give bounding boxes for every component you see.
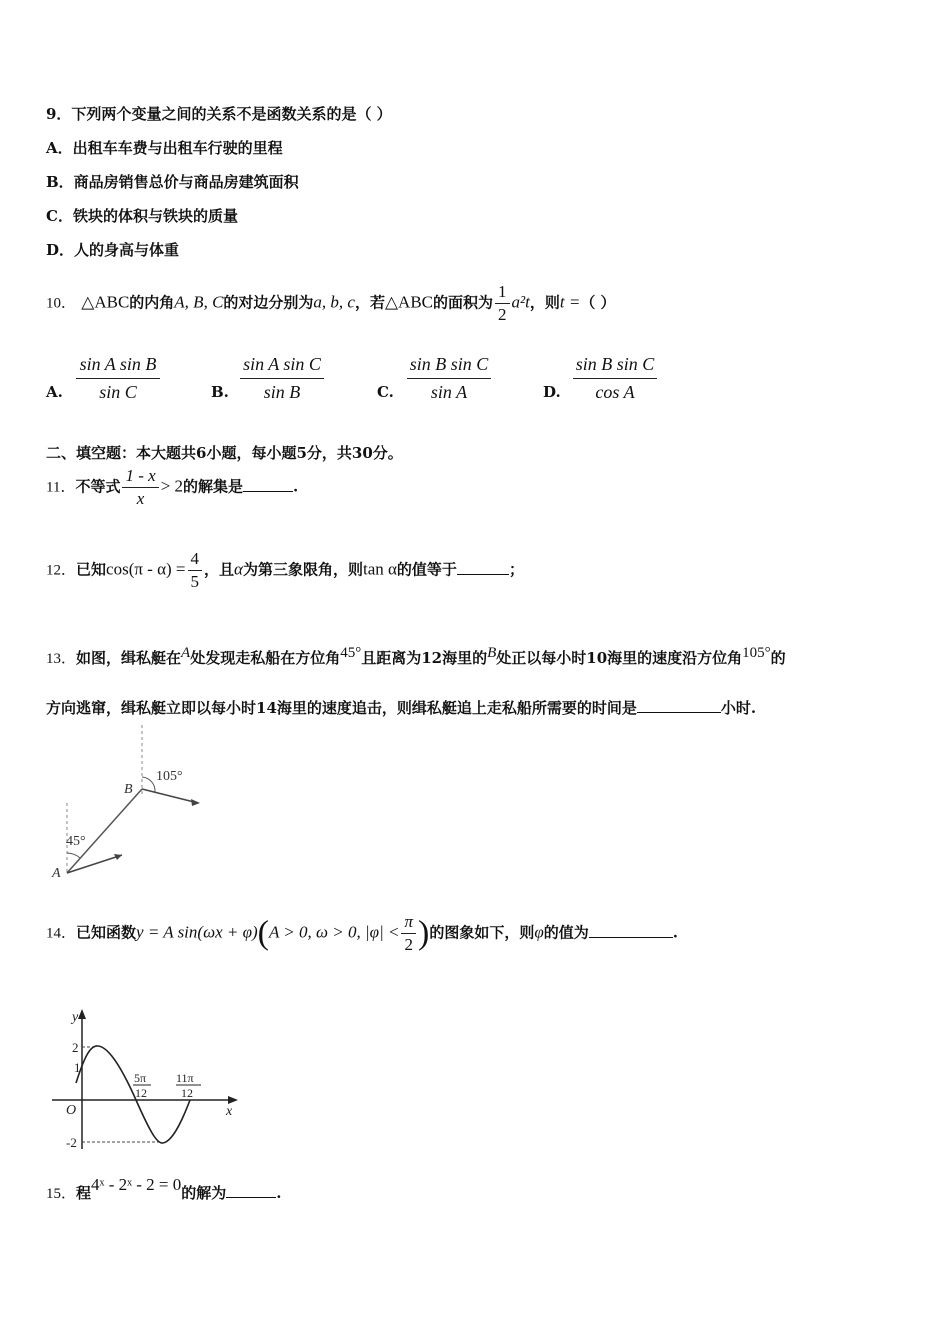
origin-label: O	[66, 1103, 77, 1118]
q14-sine-graph	[46, 1003, 246, 1153]
q9-option-a: A．出租车车费与出租车行驶的里程	[46, 139, 283, 157]
x-tick-5pi-num: 5π	[134, 1071, 147, 1085]
q10-triangle: △ABC	[81, 292, 130, 312]
point-b-label: B	[124, 782, 133, 797]
y-label: y	[72, 1010, 79, 1025]
q10-stem: 10． △ABC的内角A, B, C的对边分别为a, b, c，若△ABC的面积为 $\frac{1}{2}$ a²t，则t =（ ）	[46, 282, 616, 324]
x-tick-5pi-den: 12	[135, 1086, 147, 1100]
y-axis-arrow	[78, 1009, 86, 1019]
q11-answer-blank	[243, 491, 293, 492]
q14-pi-over-2: $\frac{\pi}{2}$	[401, 912, 416, 955]
q10-option-c-label: C.	[377, 383, 394, 401]
q10-triangle-2: △ABC	[384, 292, 434, 312]
q9-option-c: C．铁块的体积与铁块的质量	[46, 207, 238, 225]
y-tick-neg2: -2	[66, 1135, 77, 1150]
q9-stem: 9．下列两个变量之间的关系不是函数关系的是（ ）	[46, 105, 392, 123]
x-tick-11pi-den: 12	[181, 1086, 193, 1100]
q10-area-tail: a²t	[511, 292, 530, 312]
q12-stem: 12．已知cos(π - α) = $\frac{4}{5}$ ，且α为第三象限角，则tan α的值等于 ；	[46, 549, 524, 591]
q10-t: t =	[559, 292, 581, 312]
q10-option-d-label: D.	[543, 383, 561, 401]
x-label: x	[226, 1104, 233, 1119]
q13-bearing-diagram	[50, 725, 220, 885]
x-axis-arrow	[228, 1096, 238, 1104]
q10-option-b-label: B.	[211, 383, 229, 401]
q12-fraction: $\frac{4}{5}$	[188, 549, 203, 592]
q11-stem: 11．不等式 $\frac{1 - x}{x}$ > 2的解集是 .	[46, 466, 299, 508]
q13-stem-line2: 方向逃窜，缉私艇立即以每小时14海里的速度追击，则缉私艇追上走私船所需要的时间是 小时.	[46, 699, 757, 717]
q10-angles: A, B, C	[174, 292, 224, 312]
q11-fraction: $\frac{1 - x}{x}$	[122, 466, 158, 509]
escape-arrow	[142, 789, 198, 803]
q12-tan: tan α	[362, 559, 397, 579]
q10-option-c-fraction: sin B sin C sin A	[407, 354, 491, 403]
y-tick-2: 2	[72, 1040, 79, 1055]
section-2-heading: 二、填空题：本大题共6小题，每小题5分，共30分。	[46, 444, 403, 462]
q10-area-fraction: $\frac{1}{2}$	[495, 282, 510, 325]
q10-option-b-fraction: sin A sin C sin B	[240, 354, 324, 403]
q14-condition: A > 0, ω > 0, |φ| <	[268, 922, 400, 942]
q10-option-a-label: A.	[46, 383, 63, 401]
q13-stem-line1: 13．如图，缉私艇在$^A$处发现走私船在方位角$^{45^\circ}$且距离为12海里的$^B$处正以每小时10海里的速度沿方位角$^{105^\circ}$的	[46, 645, 786, 667]
q12-expression: cos(π - α) =	[106, 559, 186, 579]
q10-sides: a, b, c	[313, 292, 355, 312]
q10-option-a-fraction: sin A sin B sin C	[76, 354, 160, 403]
q14-answer-blank	[589, 937, 673, 938]
q12-answer-blank	[457, 574, 509, 575]
sine-curve	[76, 1046, 190, 1143]
escape-arrow-head	[191, 799, 200, 806]
y-tick-1: 1	[74, 1060, 81, 1075]
q9-option-d: D．人的身高与体重	[46, 241, 180, 259]
label-105: 105°	[156, 769, 183, 784]
x-tick-11pi-num: 11π	[176, 1071, 194, 1085]
q9-option-b: B．商品房销售总价与商品房建筑面积	[46, 173, 299, 191]
q15-answer-blank	[226, 1197, 276, 1198]
q10-option-d-fraction: sin B sin C cos A	[573, 354, 657, 403]
angle-45-arc	[67, 853, 80, 858]
q14-stem: 14．已知函数y = A sin(ωx + φ)(A > 0, ω > 0, |φ| < $\frac{\pi}{2}$ )的图象如下，则φ的值为 .	[46, 912, 679, 954]
label-45: 45°	[66, 834, 86, 849]
q14-function: y = A sin(ωx + φ)	[136, 922, 258, 942]
q13-answer-blank	[637, 712, 721, 713]
q15-stem: 15．程4ˣ - 2ˣ - 2 = 0的解为 .	[46, 1175, 282, 1202]
point-a-label: A	[52, 866, 61, 881]
q15-equation: 4ˣ - 2ˣ - 2 = 0	[91, 1175, 182, 1194]
